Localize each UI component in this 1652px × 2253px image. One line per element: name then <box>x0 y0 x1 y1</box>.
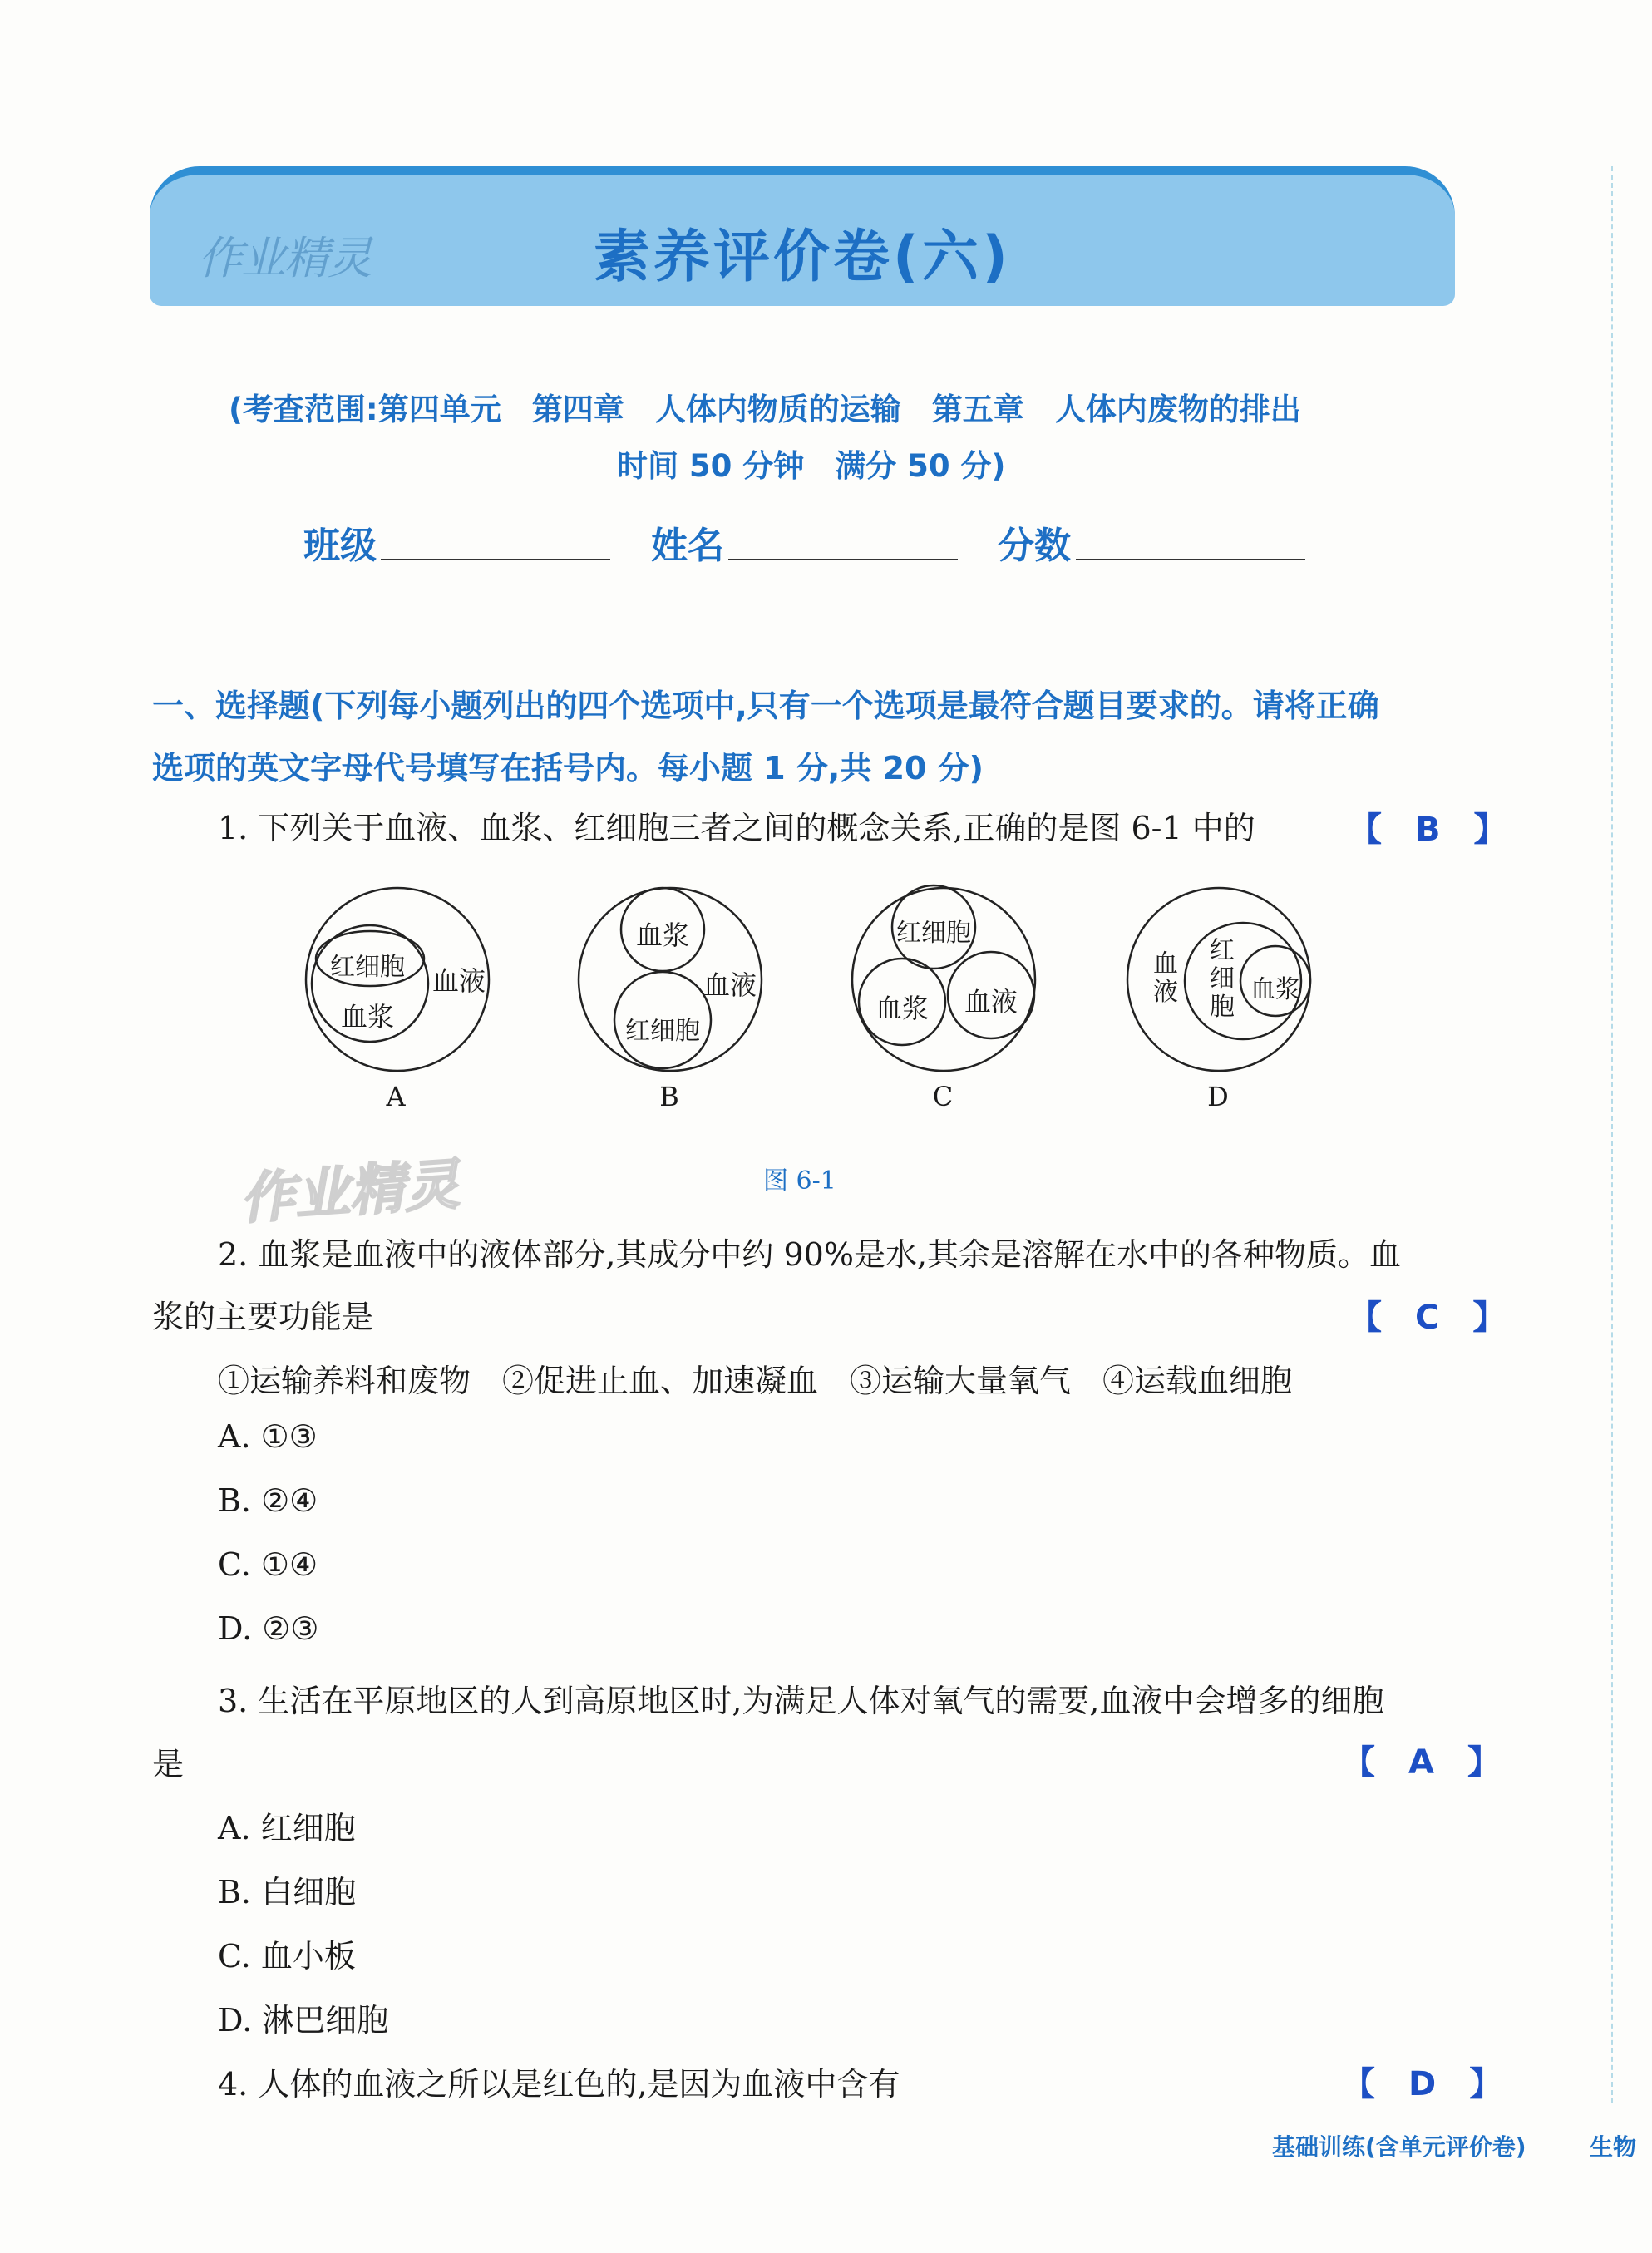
q3-answer: 【 A 】 <box>1342 1743 1501 1782</box>
exam-scope-line1: (考查范围:第四单元 第四章 人体内物质的运输 第五章 人体内废物的排出 <box>229 392 1301 427</box>
q1-answer: 【 B 】 <box>1349 811 1507 849</box>
diagram-d-label-blood: 血 液 <box>1153 949 1178 1007</box>
footer-subject: 生物 <box>1590 2133 1637 2161</box>
name-label: 姓名 <box>651 525 724 567</box>
section-title-line1: 一、选择题(下列每小题列出的四个选项中,只有一个选项是最符合题目要求的。请将正确 <box>152 688 1379 724</box>
diagram-b-label-blood: 血液 <box>703 969 757 1001</box>
q2-option-b: B. ②④ <box>218 1482 318 1519</box>
q4-answer: 【 D 】 <box>1342 2065 1503 2103</box>
page-title: 素养评价卷(六) <box>593 224 1012 290</box>
banner-logo: 作业精灵 <box>198 232 371 284</box>
diagram-b-label-plasma: 血浆 <box>635 919 689 951</box>
diagram-b-label-rbc: 红细胞 <box>625 1017 700 1046</box>
diagram-a-label-blood: 血液 <box>431 965 486 997</box>
q3-option-d: D. 淋巴细胞 <box>218 2002 389 2039</box>
q2-option-c: C. ①④ <box>218 1546 318 1583</box>
score-label: 分数 <box>998 525 1071 567</box>
diagram-c-label-blood: 血液 <box>964 986 1018 1018</box>
section-title-line2: 选项的英文字母代号填写在括号内。每小题 1 分,共 20 分) <box>152 750 984 786</box>
diagram-d-label-rbc: 红 细 胞 <box>1210 936 1235 1022</box>
q2-answer: 【 C 】 <box>1349 1299 1507 1337</box>
q4-stem: 4. 人体的血液之所以是红色的,是因为血液中含有 <box>218 2066 900 2103</box>
q2-statements: ①运输养料和废物 ②促进止血、加速凝血 ③运输大量氧气 ④运载血细胞 <box>218 1363 1293 1399</box>
q3-stem-line2: 是 <box>152 1746 185 1782</box>
diagram-a-label-plasma: 血浆 <box>340 1001 394 1033</box>
diagram-a-label-rbc: 红细胞 <box>330 953 405 982</box>
q3-option-b: B. 白细胞 <box>218 1874 357 1910</box>
exam-scope-line2: 时间 50 分钟 满分 50 分) <box>617 448 1006 484</box>
diagram-d-label-plasma: 血浆 <box>1250 975 1300 1004</box>
diagram-c-label-rbc: 红细胞 <box>896 919 971 948</box>
diagram-c-label-plasma: 血浆 <box>875 993 929 1024</box>
diagram-d-letter: D <box>1207 1081 1229 1112</box>
q2-stem-line2: 浆的主要功能是 <box>152 1299 374 1335</box>
diagram-a-letter: A <box>386 1081 406 1112</box>
q1-stem: 1. 下列关于血液、血浆、红细胞三者之间的概念关系,正确的是图 6-1 中的 <box>218 810 1255 846</box>
q3-option-c: C. 血小板 <box>218 1938 356 1974</box>
q3-stem-line1: 3. 生活在平原地区的人到高原地区时,为满足人体对氧气的需要,血液中会增多的细胞 <box>218 1683 1384 1719</box>
q3-option-a: A. 红细胞 <box>218 1810 356 1846</box>
q2-option-a: A. ①③ <box>218 1418 318 1455</box>
class-label: 班级 <box>303 525 377 567</box>
diagram-c-letter: C <box>932 1081 954 1112</box>
watermark: 作业精灵 <box>238 1151 461 1232</box>
figure-caption: 图 6-1 <box>763 1166 836 1196</box>
q2-option-d: D. ②③ <box>218 1610 319 1647</box>
q2-stem-line1: 2. 血浆是血液中的液体部分,其成分中约 90%是水,其余是溶解在水中的各种物质。血 <box>218 1236 1402 1273</box>
footer-book-title: 基础训练(含单元评价卷) <box>1272 2133 1526 2161</box>
diagram-b-letter: B <box>659 1081 679 1112</box>
